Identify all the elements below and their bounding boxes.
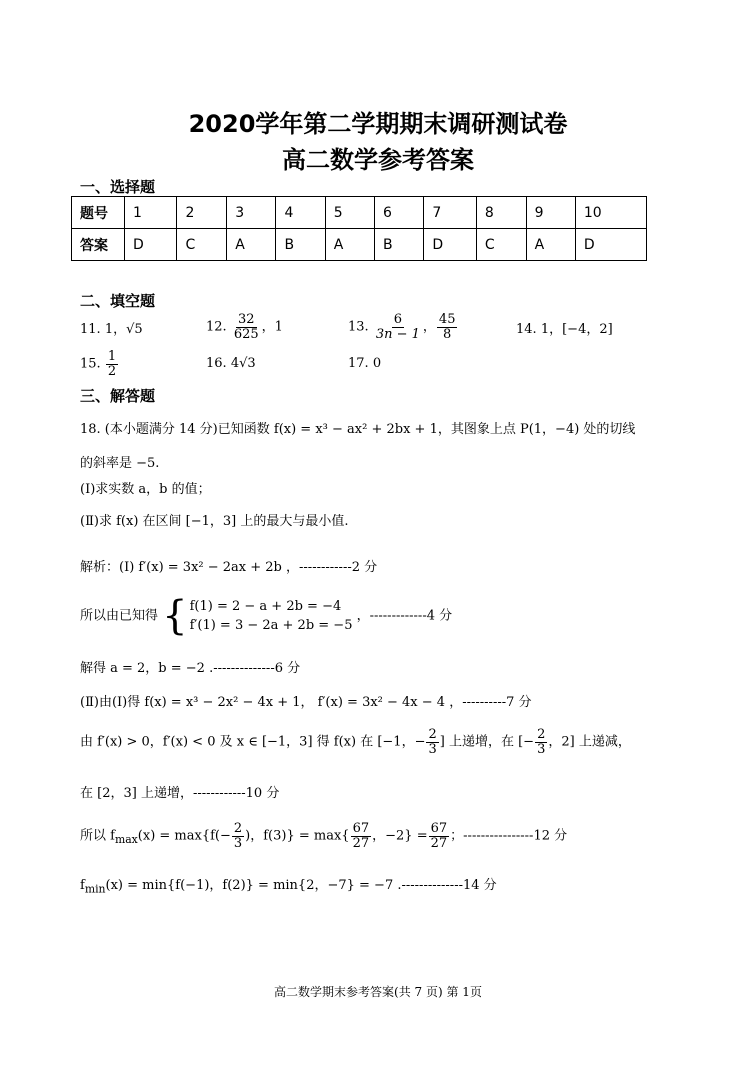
problem-part-1: (Ⅰ)求实数 a，b 的值； xyxy=(80,482,211,497)
table-cell: 4 xyxy=(276,197,325,229)
table-cell: A xyxy=(227,229,276,261)
solution-line-4: (Ⅱ)由(Ⅰ)得 f(x) = x³ − 2x² − 4x + 1， f′(x) = 3x² − 4x − 4 ，----------7 分 xyxy=(80,695,532,710)
answer-key-title: 高二数学参考答案 xyxy=(282,146,474,174)
table-cell: B xyxy=(276,229,325,261)
problem-part-2: (Ⅱ)求 f(x) 在区间 [−1，3] 上的最大与最小值. xyxy=(80,514,349,529)
table-cell: B xyxy=(375,229,424,261)
solution-line-6: 在 [2，3] 上递增，------------10 分 xyxy=(80,786,280,801)
fraction: $\frac{2}{3}$ xyxy=(537,727,546,757)
solution-line-7: 所以 $f_{max}(x) = \max\{f(-$ $\frac{2}{3}$ )，f(3)} = max{ $\frac{67}{27}$ ，−2} = $\frac{67}{27}$ ；----------------12 分 xyxy=(80,821,568,851)
problem-statement-line1: 18. (本小题满分 14 分)已知函数 f(x) = x³ − ax² + 2bx + 1，其图象上点 P(1，−4) 处的切线 xyxy=(80,422,636,437)
fraction: $\frac{67}{27}$ xyxy=(352,821,370,851)
exam-title: 2020学年第二学期期末调研测试卷 xyxy=(188,110,568,138)
fill-answer-16: 16. 4√3 xyxy=(206,356,256,371)
table-row-answers xyxy=(72,229,647,261)
row-label-question: 题号 xyxy=(72,197,125,229)
fraction: $\frac{45}{8}$ xyxy=(438,312,456,342)
fraction: $\frac{2}{3}$ xyxy=(233,821,243,851)
fraction: $\frac{67}{27}$ xyxy=(430,821,448,851)
table-cell: D xyxy=(424,229,476,261)
solution-line-5: 由 f′(x) > 0，f′(x) < 0 及 x ∈ [−1，3] 得 f(x) 在 [−1，− $\frac{2}{3}$ ] 上递增，在 [− $\frac{2}{3}$ ，2] 上递减， xyxy=(80,727,631,757)
table-cell: 2 xyxy=(177,197,227,229)
fill-answer-13: 13. $\frac{6}{3n - 1}$ ， $\frac{45}{8}$ xyxy=(348,312,456,342)
section-heading-fill: 二、填空题 xyxy=(80,292,156,310)
fill-answer-14: 14. 1，[−4，2] xyxy=(516,322,613,337)
fill-answer-15: 15. $\frac{1}{2}$ xyxy=(80,349,117,379)
fraction: $\frac{6}{3n - 1}$ xyxy=(375,312,420,342)
fraction: $\frac{1}{2}$ xyxy=(107,349,117,379)
table-cell: 3 xyxy=(227,197,276,229)
table-cell: A xyxy=(526,229,575,261)
solution-line-3: 解得 a = 2，b = −2 .--------------6 分 xyxy=(80,661,301,676)
solution-line-8: $f_{min}(x) = \min\{f(-1)$，f(2)} = min{2，−7} = −7 .--------------14 分 xyxy=(80,878,497,896)
equation-system: { f(1) = 2 − a + 2b = −4 f′(1) = 3 − 2a + 2b = −5 xyxy=(162,593,353,639)
table-cell: 5 xyxy=(325,197,374,229)
solution-system: 所以由已知得 { f(1) = 2 − a + 2b = −4 f′(1) = 3 − 2a + 2b = −5 ，-------------4 分 xyxy=(80,593,453,639)
fraction: $\frac{2}{3}$ xyxy=(428,727,437,757)
fill-answer-17: 17. 0 xyxy=(348,356,382,371)
brace-glyph: { xyxy=(162,593,188,639)
problem-statement-line2: 的斜率是 −5. xyxy=(80,456,160,471)
section-heading-choice: 一、选择题 xyxy=(80,178,156,196)
table-cell: D xyxy=(575,229,646,261)
table-cell: C xyxy=(177,229,227,261)
table-cell: 7 xyxy=(424,197,476,229)
fill-answer-12: 12. $\frac{32}{625}$ ，1 xyxy=(206,312,283,342)
table-cell: 6 xyxy=(375,197,424,229)
solution-line-1: 解析：(Ⅰ) f′(x) = 3x² − 2ax + 2b ，------------2 分 xyxy=(80,560,378,575)
table-cell: 10 xyxy=(575,197,646,229)
table-row-numbers xyxy=(72,197,647,229)
table-cell: D xyxy=(125,229,177,261)
page-footer: 高二数学期末参考答案(共 7 页) 第 1页 xyxy=(274,985,482,999)
table-cell: 8 xyxy=(476,197,526,229)
table-cell: 1 xyxy=(125,197,177,229)
table-cell: C xyxy=(476,229,526,261)
fraction: $\frac{32}{625}$ xyxy=(233,312,259,342)
fill-answer-11: 11. 1，√5 xyxy=(80,322,143,337)
section-heading-solution: 三、解答题 xyxy=(80,387,156,405)
table-cell: 9 xyxy=(526,197,575,229)
table-cell: A xyxy=(325,229,374,261)
row-label-answer: 答案 xyxy=(72,229,125,261)
choice-answer-table xyxy=(71,196,647,261)
